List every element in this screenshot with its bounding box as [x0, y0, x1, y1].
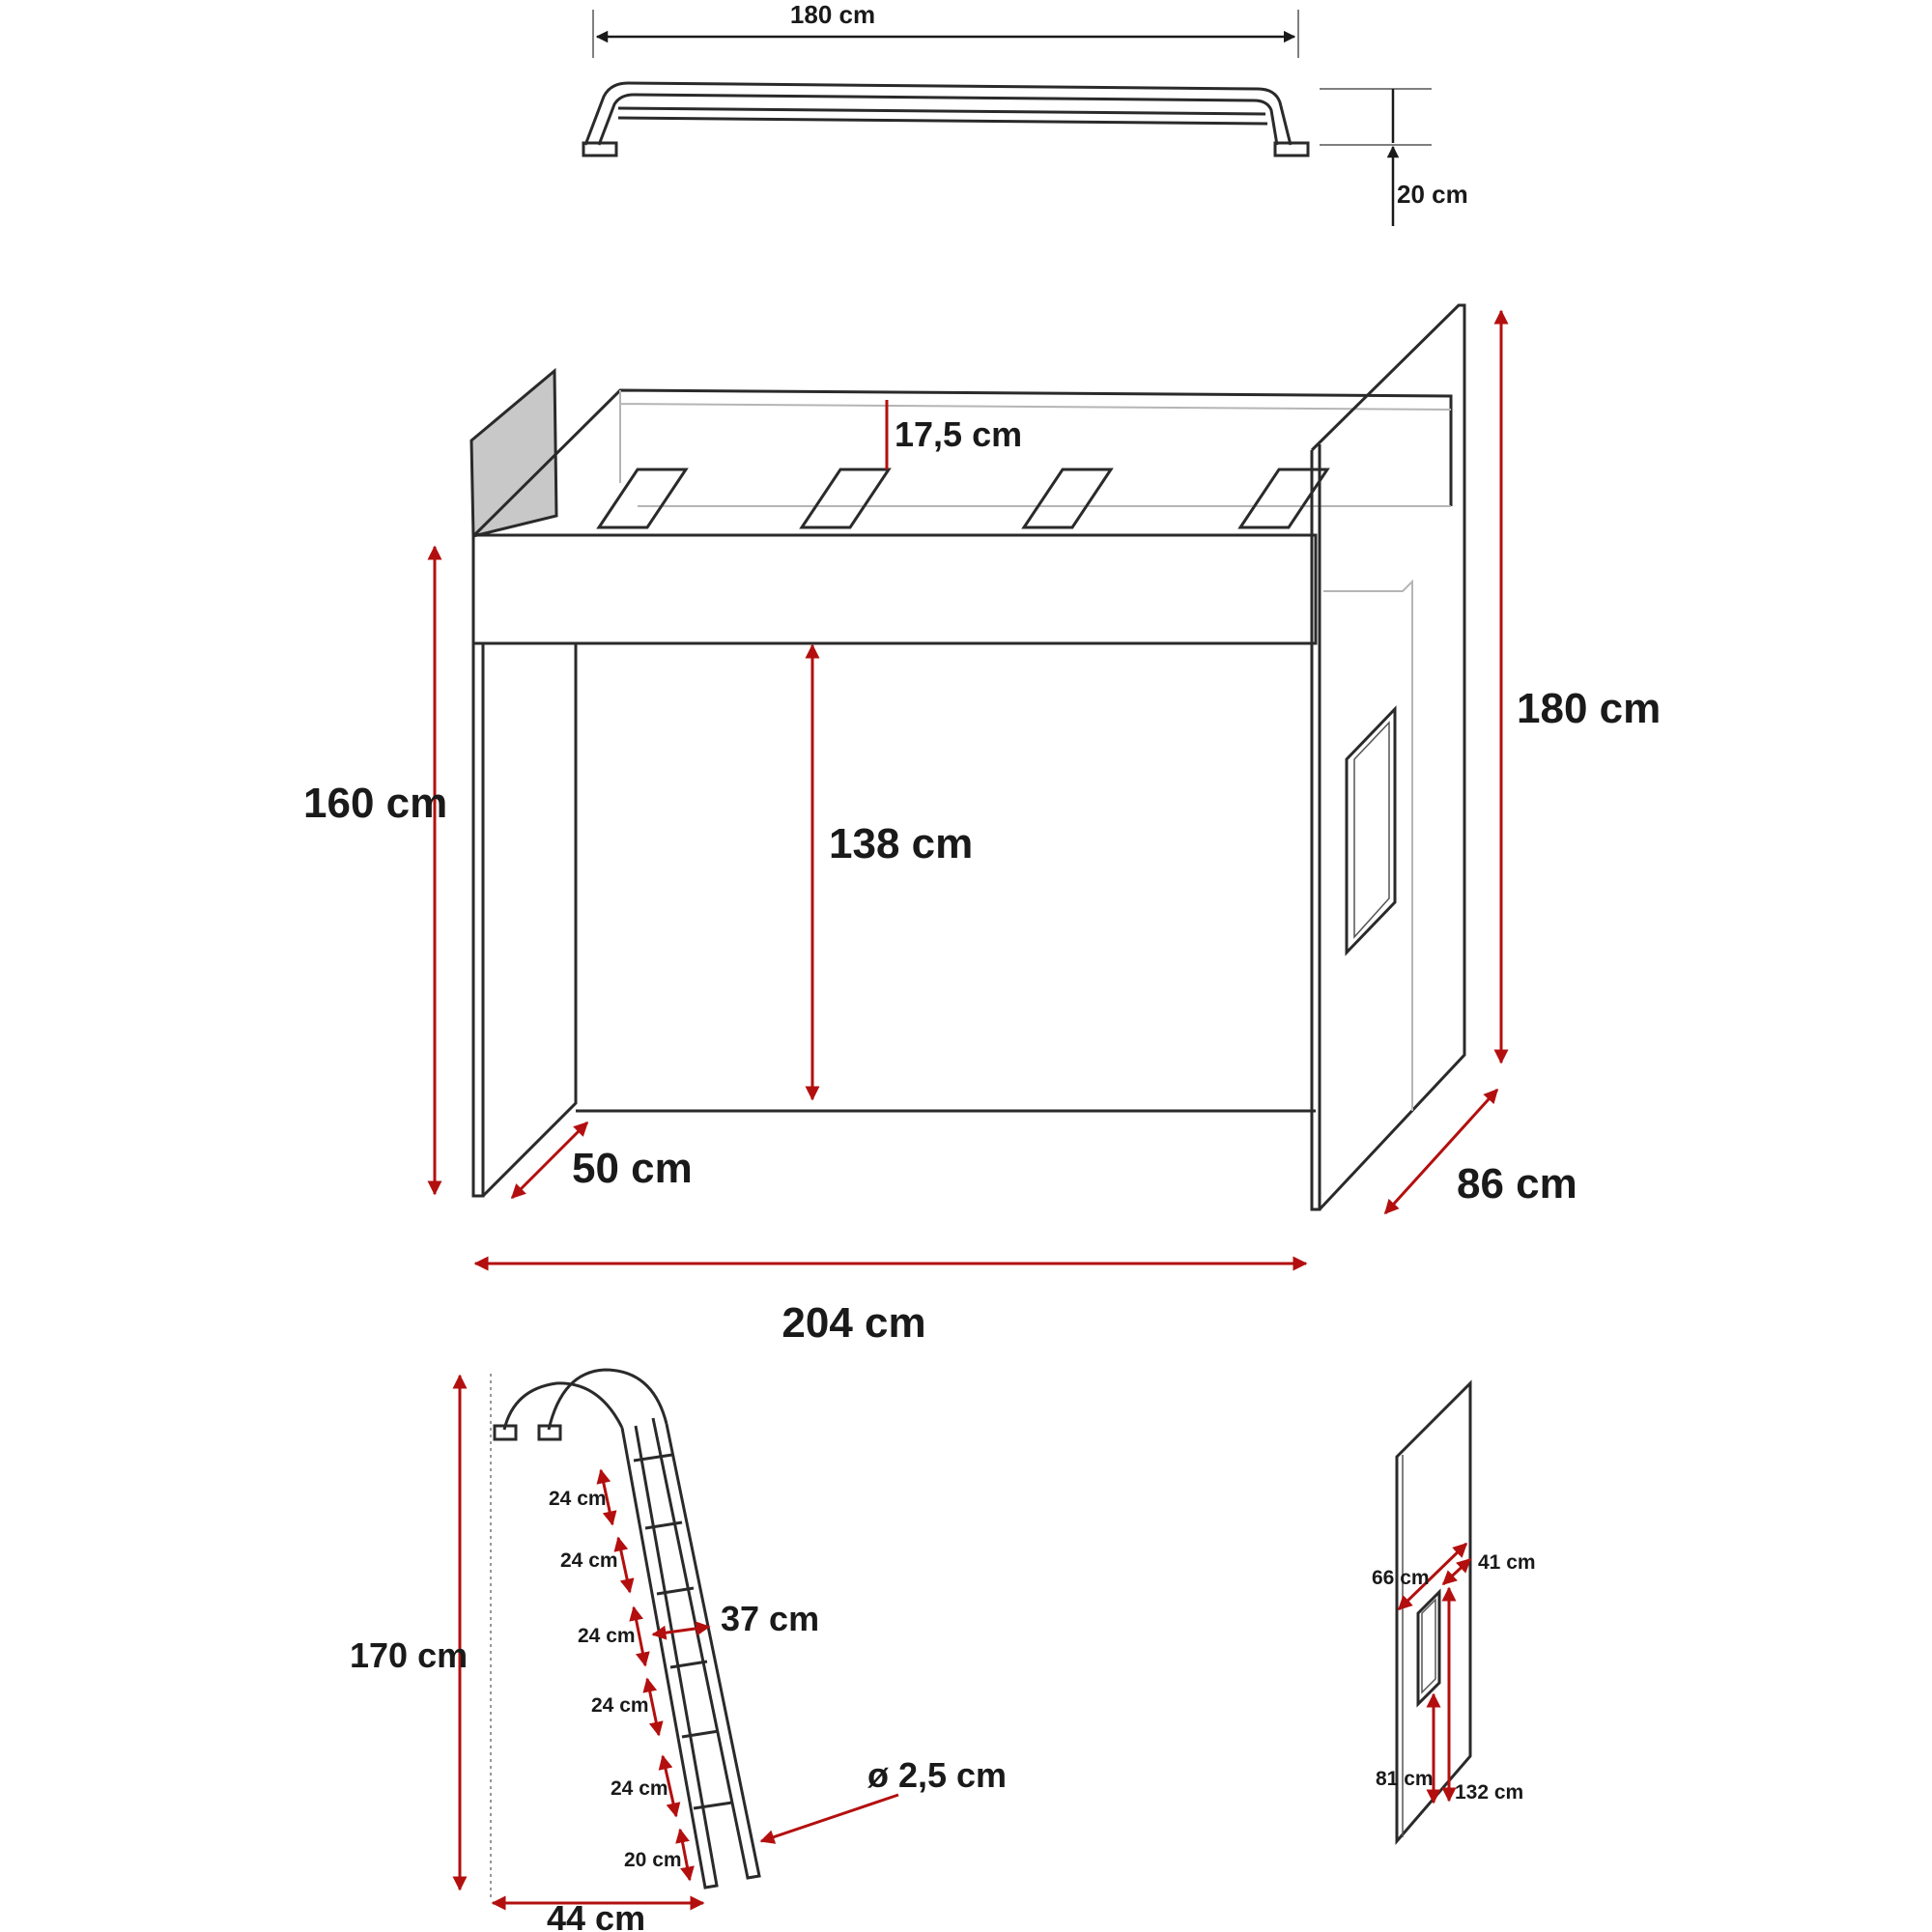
side-panel-window-inner [1422, 1600, 1435, 1692]
ladder-hook-right [549, 1370, 667, 1430]
rung-spacing-arrow-3 [634, 1607, 645, 1665]
guard-rail-right-bracket [1275, 143, 1308, 156]
left-leg [473, 535, 483, 1196]
ladder-width-arrow [653, 1627, 709, 1634]
guard-rail-view [583, 0, 1468, 226]
right-depth-label: 86 cm [1457, 1160, 1577, 1208]
ladder-height-label: 170 cm [350, 1635, 469, 1675]
frame-window-inner [1354, 723, 1389, 937]
window-width-label: 41 cm [1478, 1551, 1536, 1574]
rung-spacing-label-5: 24 cm [611, 1777, 668, 1800]
slat-1 [599, 469, 686, 527]
right-panel-inner [1323, 582, 1412, 1111]
ladder-rung-6 [694, 1803, 732, 1808]
rung-spacing-label-4: 24 cm [591, 1694, 649, 1717]
window-height-label: 66 cm [1372, 1567, 1430, 1589]
side-panel-view [1372, 1383, 1536, 1841]
ladder-view [350, 1370, 1007, 1932]
window-sill-label: 81 cm [1376, 1768, 1434, 1790]
rail-height-label: 20 cm [1397, 180, 1468, 209]
rail-length-label: 180 cm [789, 0, 876, 29]
ladder-diameter-label: ø 2,5 cm [867, 1755, 1008, 1795]
rung-spacing-label-6: 20 cm [624, 1849, 682, 1871]
ladder-diameter-arrow [761, 1795, 898, 1841]
rung-spacing-arrow-4 [647, 1679, 659, 1735]
rail-gap-label: 17,5 cm [895, 414, 1023, 454]
panel-height-label: 132 cm [1455, 1781, 1524, 1804]
left-leg-side [483, 643, 576, 1196]
slat-4 [1240, 469, 1327, 527]
rung-spacing-label-1: 24 cm [549, 1488, 607, 1510]
total-height-label: 180 cm [1517, 685, 1662, 732]
ladder-width-label: 37 cm [721, 1599, 820, 1638]
left-height-label: 160 cm [303, 780, 448, 827]
clearance-label: 138 cm [829, 820, 974, 867]
front-rail [473, 535, 1316, 643]
left-depth-label: 50 cm [572, 1145, 693, 1192]
right-panel-top [1312, 305, 1464, 1209]
rung-spacing-label-3: 24 cm [578, 1625, 636, 1647]
ladder-base-label: 44 cm [547, 1898, 646, 1932]
headboard-panel [471, 371, 556, 536]
rung-spacing-arrow-2 [618, 1538, 630, 1592]
ladder-rung-5 [682, 1731, 719, 1737]
ladder-stile-right [653, 1418, 759, 1878]
rung-spacing-label-2: 24 cm [560, 1549, 618, 1572]
slat-2 [802, 469, 889, 527]
guard-rail-bar [618, 108, 1267, 124]
bed-frame-view [303, 305, 1661, 1347]
slat-3 [1024, 469, 1111, 527]
width-label: 204 cm [781, 1299, 926, 1347]
ladder-hook-left [504, 1383, 622, 1430]
